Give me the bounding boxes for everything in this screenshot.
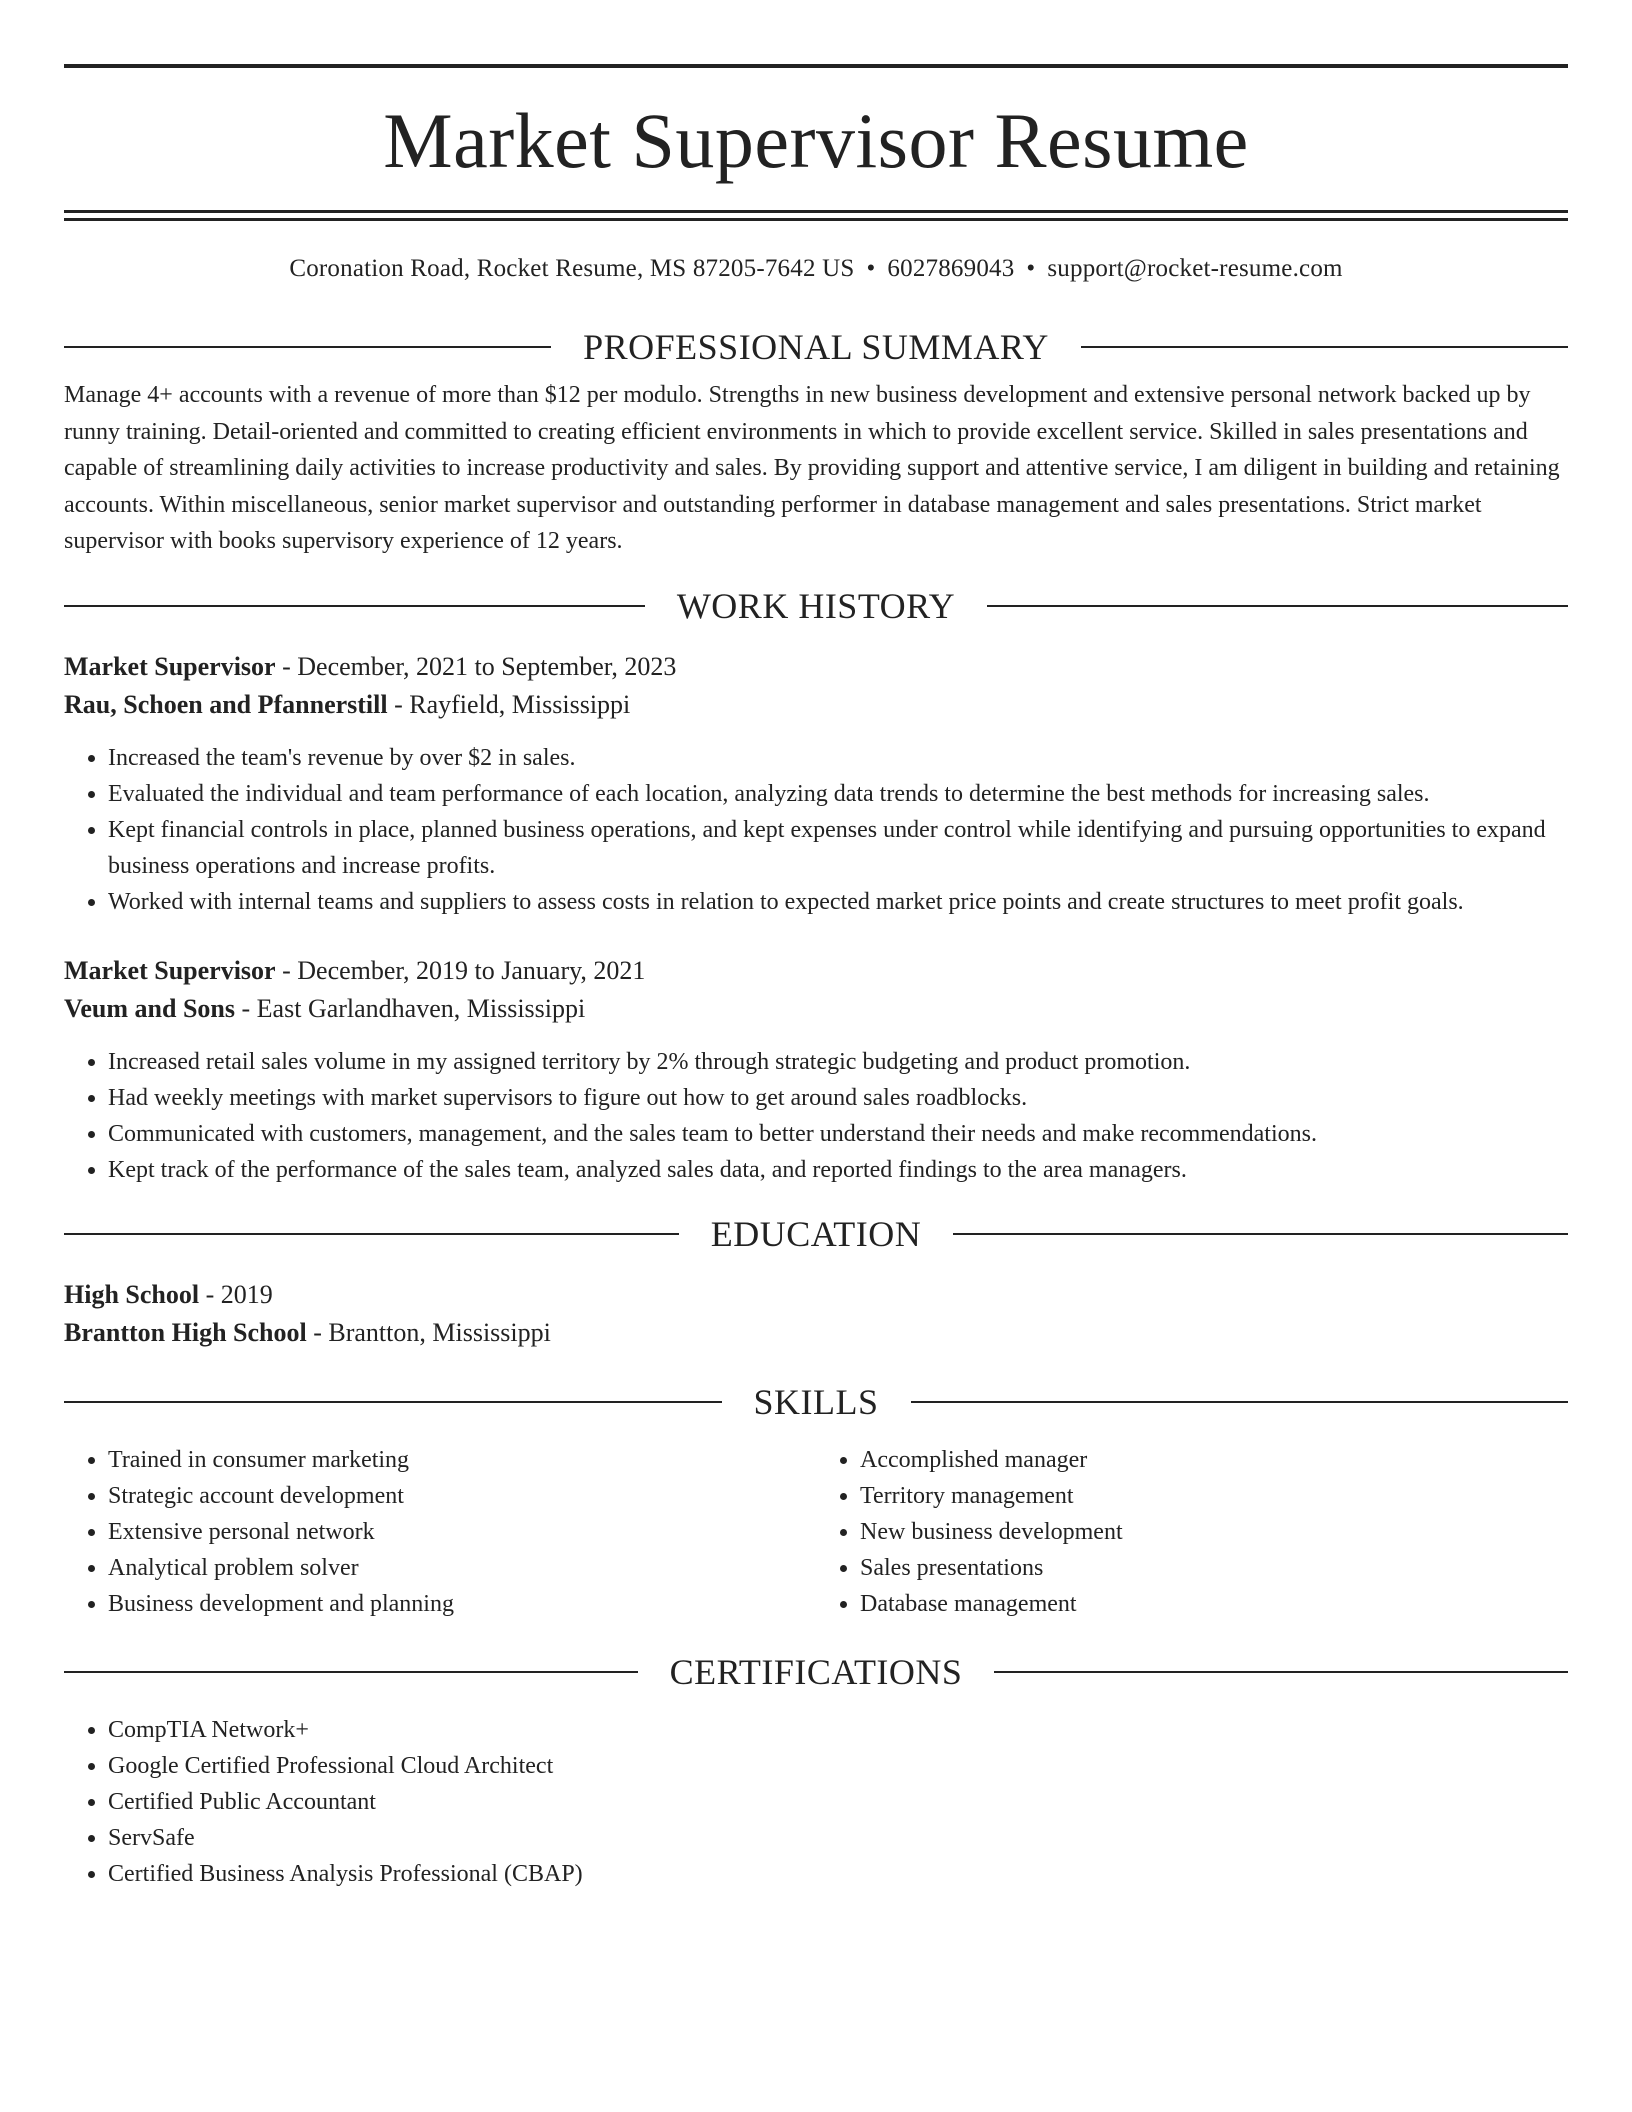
certification-item: • Certified Public Accountant — [108, 1784, 1568, 1820]
school-name: Brantton High School — [64, 1317, 307, 1347]
heading-rule — [987, 605, 1568, 607]
job-bullets — [64, 1044, 1568, 1188]
skill-item: • Business development and planning — [108, 1586, 816, 1622]
top-rule — [64, 64, 1568, 68]
skill-item: • Extensive personal network — [108, 1514, 816, 1550]
title-double-rule — [64, 210, 1568, 221]
contact-line — [64, 255, 1568, 283]
heading-rule — [953, 1233, 1568, 1235]
school-line — [64, 1314, 1568, 1352]
heading-rule — [1081, 346, 1568, 348]
degree-line — [64, 1276, 1568, 1314]
skill-item: • Territory management — [860, 1478, 1568, 1514]
job-bullet: • Had weekly meetings with market supervisors to figure out how to get around sales roadblocks. — [108, 1080, 1568, 1116]
summary-text: Manage 4+ accounts with a revenue of more than $12 per modulo. Strengths in new business development and extensive personal network backed up by runny training. Detail-oriented and committed to creating efficient environments in which to provide excellent service. Skilled in sales presentations and capable of streamlining daily activities to increase productivity and sales. By providing support and attentive service, I am diligent in building and retaining accounts. Within miscellaneous, senior market supervisor and outstanding performer in database management and sales presentations. Strict market supervisor with books supervisory experience of 12 years. — [64, 382, 1560, 554]
heading-rule — [64, 605, 645, 607]
job-title-line — [64, 952, 1568, 990]
job-location: - East Garlandhaven, Mississippi — [235, 993, 586, 1023]
contact-phone: 6027869043 — [887, 255, 1015, 282]
heading-rule — [64, 1401, 722, 1403]
job-entry — [64, 952, 1568, 1188]
section-heading-summary — [64, 329, 1568, 365]
job-bullet: • Kept financial controls in place, planned business operations, and kept expenses under control while identifying and pursuing opportunities to expand business operations and increase profits. — [108, 812, 1568, 884]
job-company: Rau, Schoen and Pfannerstill — [64, 689, 388, 719]
job-location: - Rayfield, Mississippi — [387, 689, 631, 719]
education-entry — [64, 1276, 1568, 1352]
skills-columns — [64, 1442, 1568, 1622]
job-bullet: • Kept track of the performance of the sales team, analyzed sales data, and reported findings to the area managers. — [108, 1152, 1568, 1188]
certification-item: • ServSafe — [108, 1820, 1568, 1856]
section-heading-skills — [64, 1381, 1568, 1422]
skill-item: • Sales presentations — [860, 1550, 1568, 1586]
section-title: WORK HISTORY — [676, 585, 956, 626]
job-entry — [64, 648, 1568, 920]
job-dates: - December, 2021 to September, 2023 — [275, 651, 677, 681]
section-title: PROFESSIONAL SUMMARY — [583, 327, 1049, 367]
job-company-line — [64, 990, 1568, 1028]
job-title: Market Supervisor — [64, 651, 276, 681]
contact-address: Coronation Road, Rocket Resume, MS 87205-7642 US — [289, 255, 855, 282]
job-bullets — [64, 740, 1568, 920]
heading-rule — [64, 346, 551, 348]
certification-item: • Google Certified Professional Cloud Architect — [108, 1748, 1568, 1784]
job-bullet: • Increased the team's revenue by over $2 in sales. — [108, 740, 1568, 776]
heading-rule — [994, 1671, 1568, 1673]
section-title: EDUCATION — [710, 1213, 922, 1254]
job-title-line — [64, 648, 1568, 686]
certifications-list — [64, 1712, 1568, 1892]
skill-item: • Strategic account development — [108, 1478, 816, 1514]
section-heading-work — [64, 585, 1568, 626]
contact-separator: • — [1026, 255, 1036, 282]
heading-rule — [911, 1401, 1569, 1403]
job-company: Veum and Sons — [64, 993, 236, 1023]
certification-item: • Certified Business Analysis Professional (CBAP) — [108, 1856, 1568, 1892]
heading-rule — [64, 1233, 679, 1235]
certification-item: • CompTIA Network+ — [108, 1712, 1568, 1748]
heading-rule — [64, 1671, 638, 1673]
page-title: Market Supervisor Resume — [383, 97, 1249, 184]
skill-item: • Database management — [860, 1586, 1568, 1622]
skill-item: • Trained in consumer marketing — [108, 1442, 816, 1478]
contact-email: support@rocket-resume.com — [1047, 255, 1343, 282]
job-title: Market Supervisor — [64, 955, 276, 985]
contact-separator: • — [866, 255, 876, 282]
job-company-line — [64, 686, 1568, 724]
section-heading-certifications — [64, 1651, 1568, 1692]
job-bullet: • Worked with internal teams and suppliers to assess costs in relation to expected market price points and create structures to meet profit goals. — [108, 884, 1568, 920]
job-bullet: • Increased retail sales volume in my assigned territory by 2% through strategic budgeting and product promotion. — [108, 1044, 1568, 1080]
job-dates: - December, 2019 to January, 2021 — [275, 955, 646, 985]
degree: High School — [64, 1279, 200, 1309]
job-bullet: • Evaluated the individual and team performance of each location, analyzing data trends to determine the best methods for increasing sales. — [108, 776, 1568, 812]
school-location: - Brantton, Mississippi — [306, 1317, 551, 1347]
skill-item: • Accomplished manager — [860, 1442, 1568, 1478]
graduation-year: - 2019 — [199, 1279, 273, 1309]
section-title: CERTIFICATIONS — [669, 1651, 963, 1692]
skills-list-right — [816, 1442, 1568, 1622]
skill-item: • New business development — [860, 1514, 1568, 1550]
section-heading-education — [64, 1213, 1568, 1254]
skills-list-left — [64, 1442, 816, 1622]
skill-item: • Analytical problem solver — [108, 1550, 816, 1586]
section-title: SKILLS — [753, 1381, 879, 1422]
job-bullet: • Communicated with customers, management, and the sales team to better understand their needs and make recommendations. — [108, 1116, 1568, 1152]
